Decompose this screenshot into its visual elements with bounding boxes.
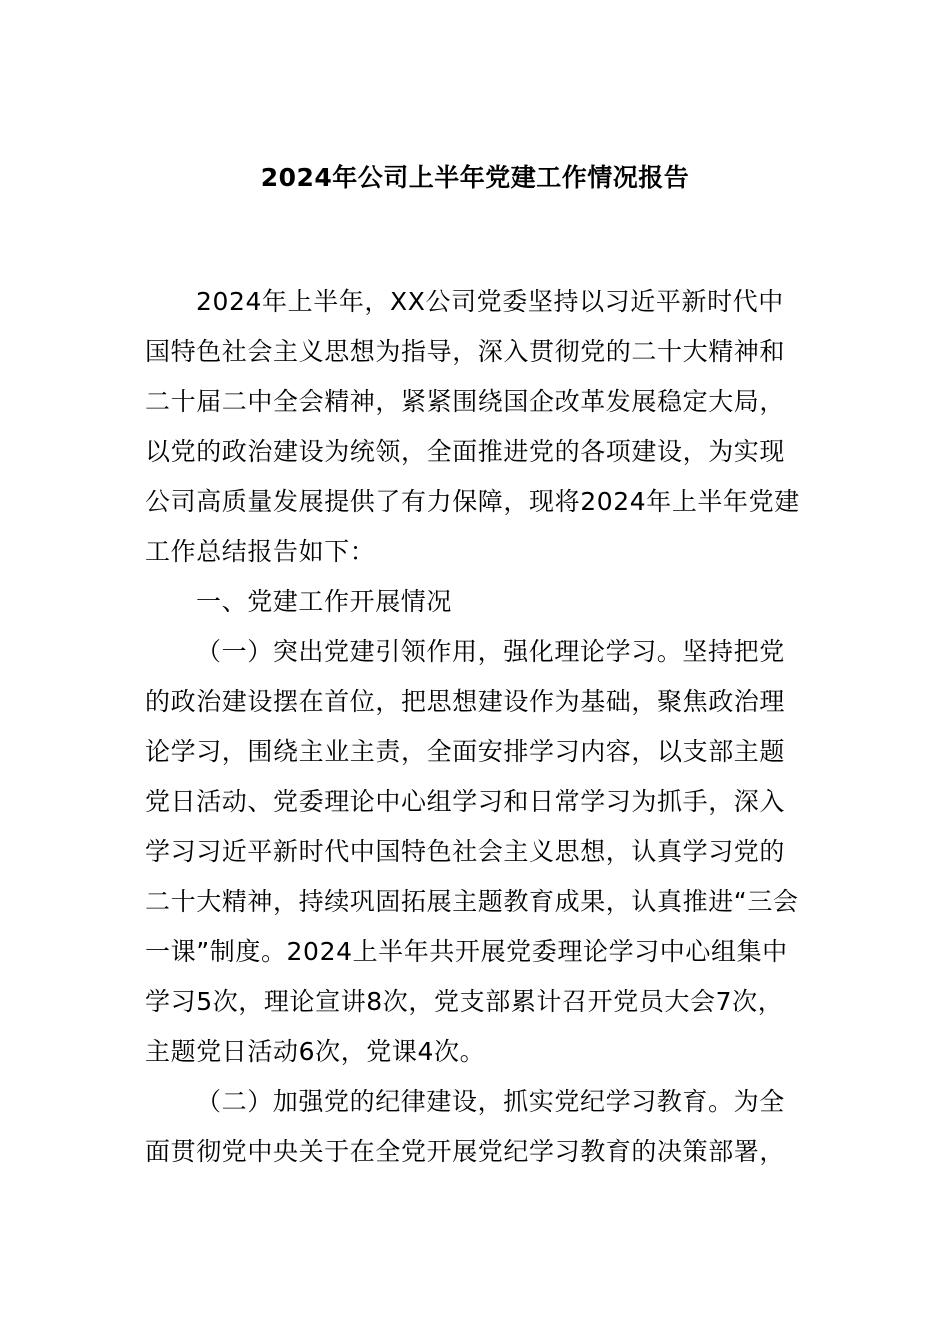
body-line: 一课”制度。2024上半年共开展党委理论学习中心组集中 bbox=[145, 937, 788, 966]
body-line: 面贯彻党中央关于在全党开展党纪学习教育的决策部署， bbox=[145, 1137, 786, 1166]
body-line: 的政治建设摆在首位，把思想建设作为基础，聚焦政治理 bbox=[145, 687, 786, 716]
body-line: 论学习，围绕主业主责，全面安排学习内容，以支部主题 bbox=[145, 737, 786, 766]
body-line: 国特色社会主义思想为指导，深入贯彻党的二十大精神和 bbox=[145, 337, 786, 366]
body-line: 党日活动、党委理论中心组学习和日常学习为抓手，深入 bbox=[145, 787, 786, 816]
body-line: 主题党日活动6次，党课4次。 bbox=[145, 1037, 486, 1066]
body-line: 学习5次，理论宣讲8次，党支部累计召开党员大会7次， bbox=[145, 987, 784, 1016]
body-line: 二十大精神，持续巩固拓展主题教育成果，认真推进“三会 bbox=[145, 887, 799, 916]
section-heading: 一、党建工作开展情况 bbox=[196, 587, 453, 616]
body-line: 2024年上半年，XX公司党委坚持以习近平新时代中 bbox=[196, 287, 784, 316]
body-line: 学习习近平新时代中国特色社会主义思想，认真学习党的 bbox=[145, 837, 786, 866]
body-line: （一）突出党建引领作用，强化理论学习。坚持把党 bbox=[196, 637, 785, 666]
body-line: 公司高质量发展提供了有力保障，现将2024年上半年党建 bbox=[145, 487, 800, 516]
body-line: 工作总结报告如下： bbox=[145, 537, 376, 566]
document-title: 2024年公司上半年党建工作情况报告 bbox=[260, 163, 690, 192]
body-line: 二十届二中全会精神，紧紧围绕国企改革发展稳定大局， bbox=[145, 387, 786, 416]
body-line: 以党的政治建设为统领，全面推进党的各项建设，为实现 bbox=[145, 437, 786, 466]
body-line: （二）加强党的纪律建设，抓实党纪学习教育。为全 bbox=[196, 1087, 785, 1116]
